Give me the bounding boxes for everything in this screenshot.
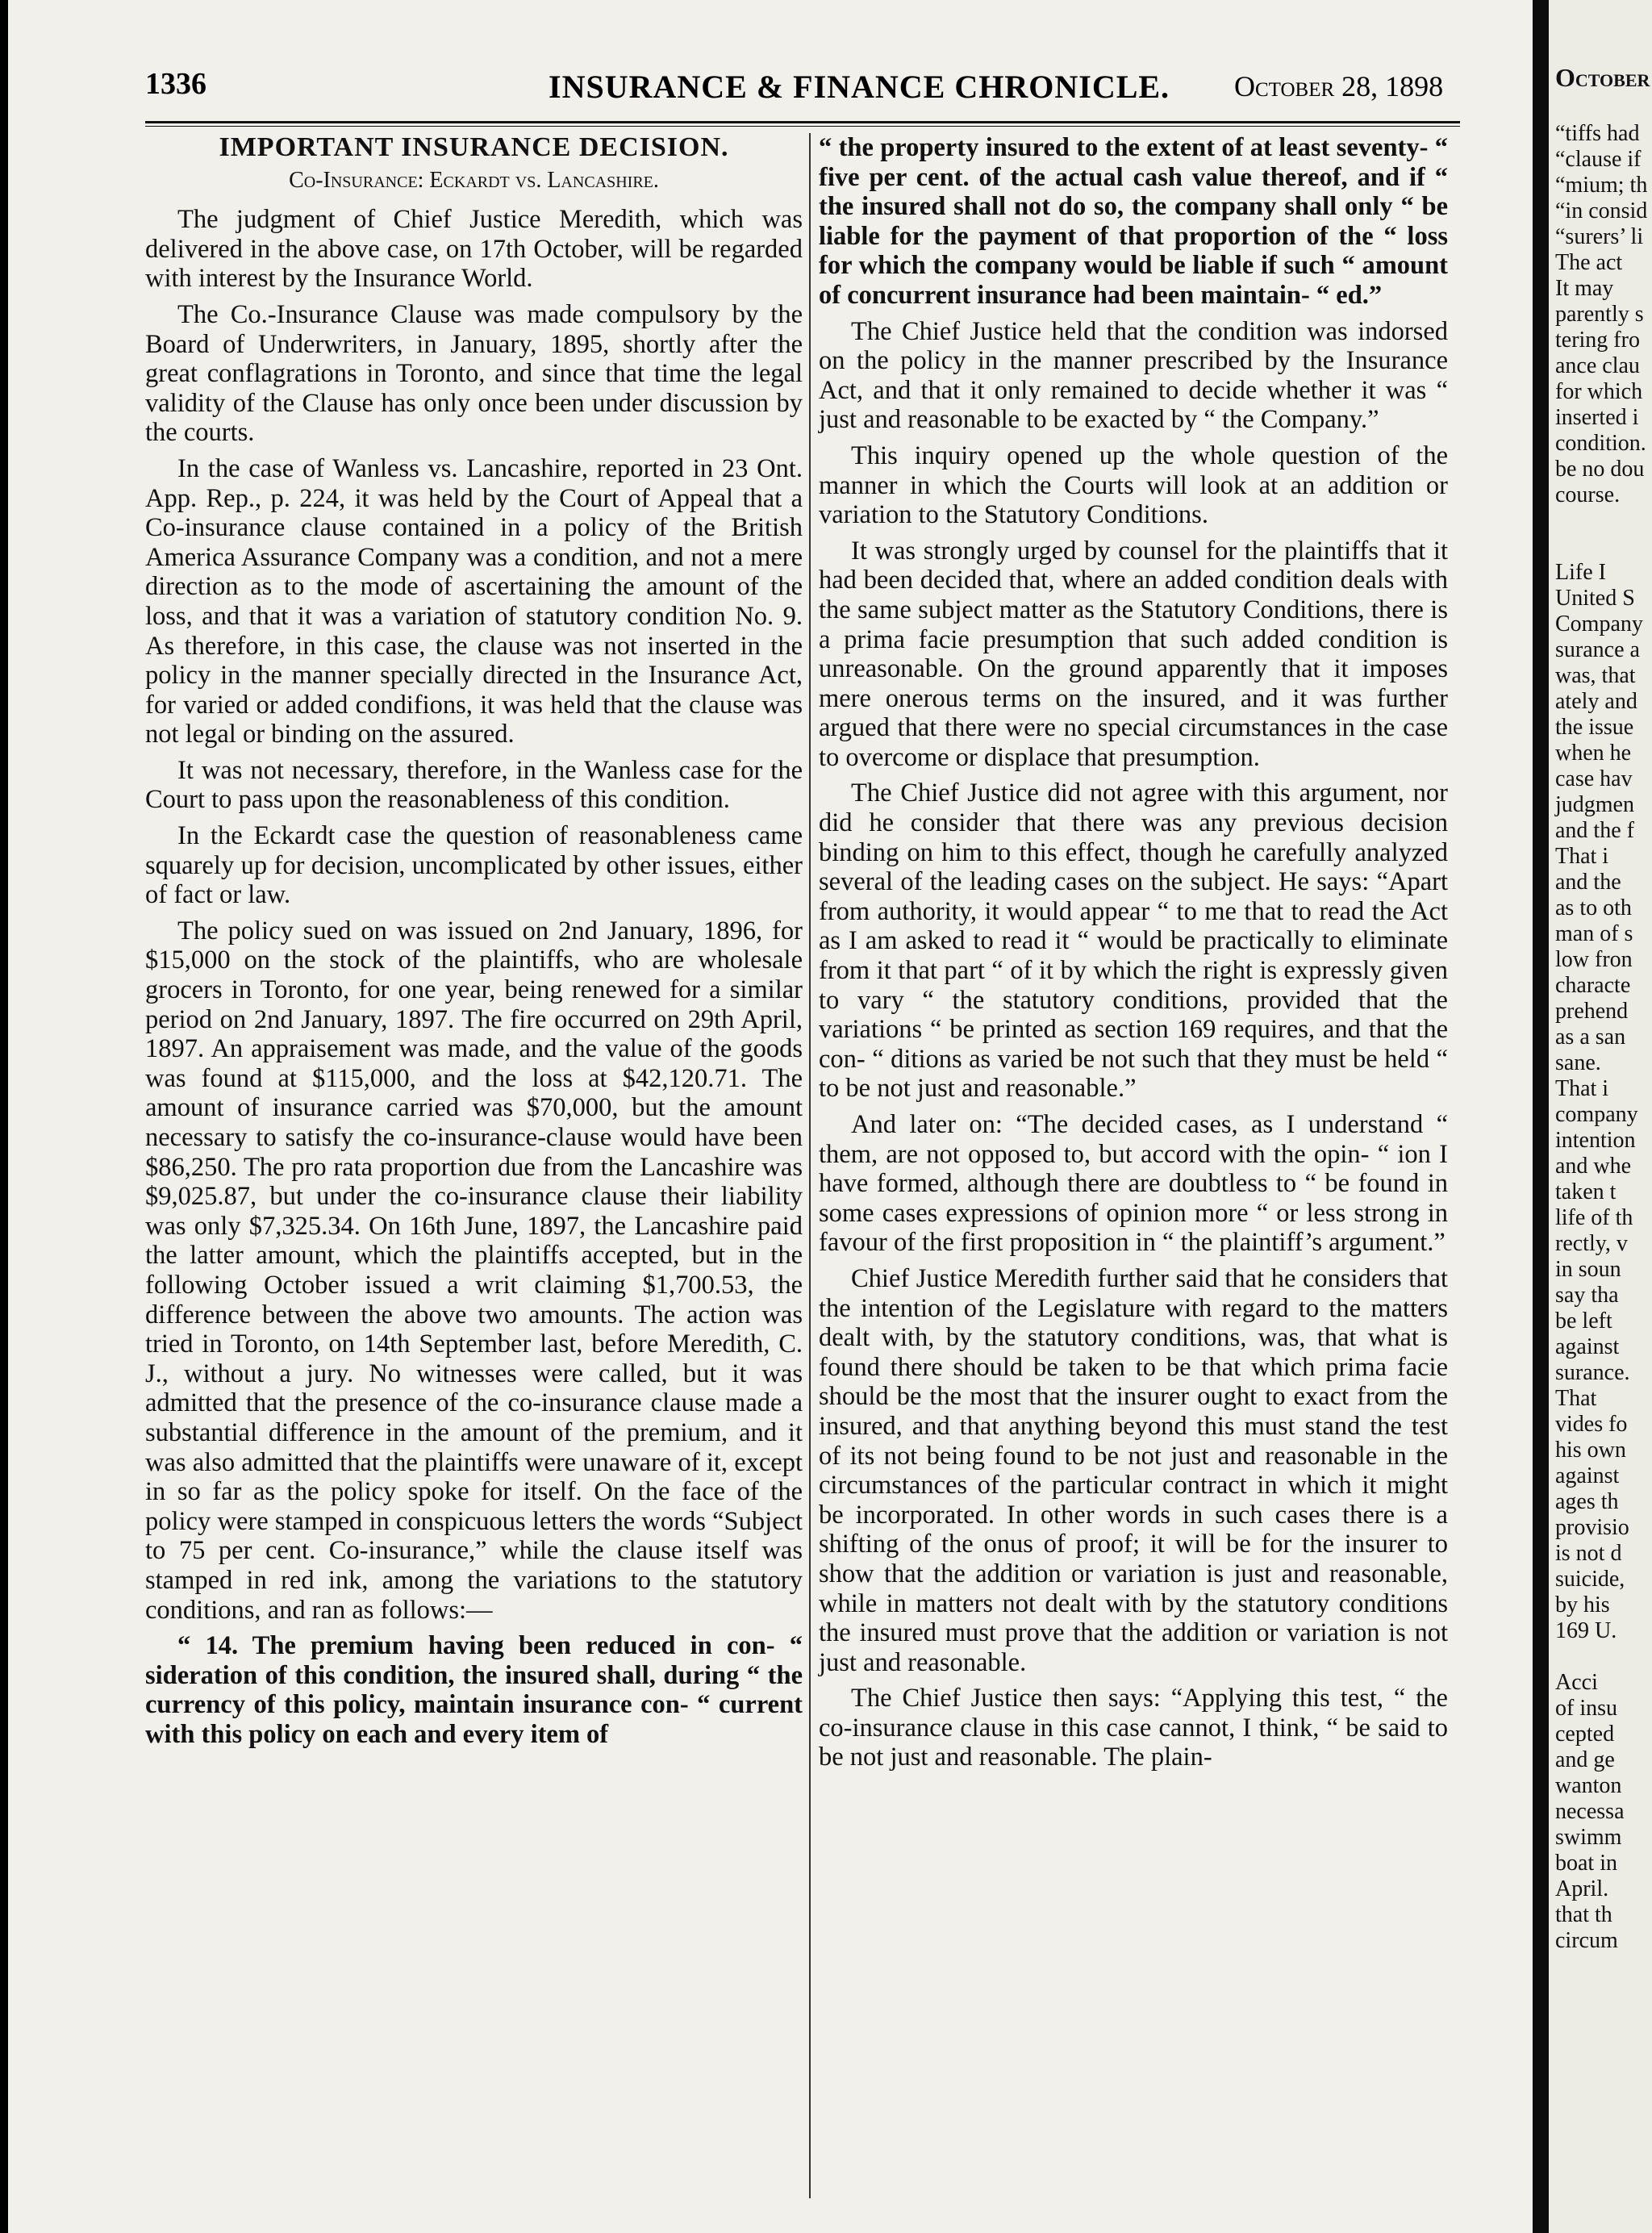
adjacent-page-line: parently s bbox=[1555, 302, 1644, 327]
column-divider bbox=[809, 133, 811, 2198]
issue-date: October 28, 1898 bbox=[1234, 70, 1444, 102]
column-left bbox=[145, 133, 803, 1755]
adjacent-page-line: The act bbox=[1555, 250, 1623, 275]
quoted-condition-continued: “ the property insured to the extent of at least seventy- “ five per cent. of the actual cash value thereof, and if “ the insured shall not do so, the company shall only “ be liable for the payment of that proportion of the “ loss for which the company would be liable if such “ amount of concurrent insurance had been maintain- “ ed.” bbox=[819, 133, 1448, 310]
adjacent-page-line: necessa bbox=[1555, 1799, 1625, 1824]
header-rule-thin bbox=[145, 126, 1460, 127]
adjacent-page-line: judgmen bbox=[1555, 792, 1634, 817]
paragraph: The judgment of Chief Justice Meredith, which was delivered in the above case, on 17th October, will be regarded with interest by the Insurance World. bbox=[145, 205, 803, 294]
book-gutter bbox=[1533, 0, 1549, 2233]
adjacent-page-line: “in consid bbox=[1555, 198, 1648, 223]
paragraph: This inquiry opened up the whole question of the manner in which the Courts will look at an addition or variation to the Statutory Conditions. bbox=[819, 440, 1448, 530]
adjacent-page-line bbox=[1555, 534, 1652, 560]
adjacent-page-line: tering fro bbox=[1555, 328, 1640, 353]
paragraph: The Chief Justice held that the condition was indorsed on the policy in the manner prescribed by the Insurance Act, and that it only remained to decide whether it was “ just and reasonable to be exacted by “ the Company.” bbox=[819, 316, 1448, 435]
adjacent-page-line: April. bbox=[1555, 1876, 1609, 1901]
adjacent-page-line: ance clau bbox=[1555, 353, 1640, 378]
adjacent-page-line: 169 U. bbox=[1555, 1618, 1617, 1643]
adjacent-page-line: is not d bbox=[1555, 1541, 1622, 1566]
adjacent-page-line: characte bbox=[1555, 973, 1631, 998]
adjacent-page-line: when he bbox=[1555, 741, 1632, 766]
page-header bbox=[129, 50, 1525, 106]
adjacent-page-line: Acci bbox=[1555, 1670, 1598, 1695]
column-right bbox=[819, 133, 1448, 1779]
adjacent-page-line: course. bbox=[1555, 482, 1621, 507]
adjacent-page-line: in soun bbox=[1555, 1257, 1621, 1282]
paragraph: It was strongly urged by counsel for the plaintiffs that it had been decided that, where an added condition deals with the same subject matter as the Statutory Conditions, there is a prima facie presumption that such added condition is unreasonable. On the ground apparently that it imposes mere onerous terms on the insured, and it was further argued that there were no special circumstances in the case to overcome or displace that presumption. bbox=[819, 536, 1448, 772]
adjacent-page-line: “clause if bbox=[1555, 147, 1642, 172]
adjacent-page-line: his own bbox=[1555, 1438, 1626, 1463]
adjacent-page-line: condition. bbox=[1555, 431, 1646, 456]
adjacent-page-line: was, that bbox=[1555, 663, 1636, 688]
paragraph: The Chief Justice did not agree with this argument, nor did he consider that there was any previous decision binding on him to this effect, though he carefully analyzed several of the leading cases on the subject. He says: “Apart from authority, it would appear “ to me that to read the Act as I am asked to read it “ would be practically to eliminate from it that part “ of it by which the right is expressly given to vary “ the statutory conditions, provided that the variations “ be printed as section 169 requires, and that the con- “ ditions as varied be not such that they must be held “ to be not just and reasonable.” bbox=[819, 778, 1448, 1104]
paragraph: It was not necessary, therefore, in the Wanless case for the Court to pass upon the reasonableness of this condition. bbox=[145, 755, 803, 815]
adjacent-page-line: “mium; th bbox=[1555, 173, 1648, 198]
adjacent-page-line: that th bbox=[1555, 1902, 1612, 1927]
main-page bbox=[8, 0, 1541, 2233]
adjacent-page-line: and the bbox=[1555, 870, 1621, 895]
paragraph: In the case of Wanless vs. Lancashire, reported in 23 Ont. App. Rep., p. 224, it was held by the Court of Appeal that a Co-insurance clause contained in a policy of the British America Assurance Company was a condition, and not a mere direction as to the mode of ascertaining the amount of the loss, and that it was a variation of statutory condition No. 9. As therefore, in this case, the clause was not inserted in the policy in the manner specially directed in the Insurance Act, for varied or added condifions, it was held that the clause was not legal or binding on the assured. bbox=[145, 453, 803, 749]
adjacent-page-line: surance a bbox=[1555, 637, 1640, 662]
adjacent-page-line: wanton bbox=[1555, 1773, 1622, 1798]
adjacent-page-line: That bbox=[1555, 1386, 1597, 1411]
paragraph: And later on: “The decided cases, as I understand “ them, are not opposed to, but accord with the opin- “ ion I have formed, although there are doubtless to “ be found in some cases expressions of opinion more “ or less strong in favour of the first proposition in “ the plaintiff’s argument.” bbox=[819, 1110, 1448, 1258]
adjacent-page-line: for which bbox=[1555, 379, 1643, 404]
paragraph: In the Eckardt case the question of reasonableness came squarely up for decision, uncomplicated by other issues, either of fact or law. bbox=[145, 821, 803, 910]
adjacent-page-line: the issue bbox=[1555, 715, 1634, 740]
adjacent-page-line: ages th bbox=[1555, 1489, 1619, 1514]
adjacent-page-line: be left bbox=[1555, 1308, 1612, 1334]
adjacent-page-line: inserted i bbox=[1555, 405, 1639, 430]
adjacent-page-line: swimm bbox=[1555, 1825, 1622, 1850]
adjacent-page-line: It may bbox=[1555, 276, 1614, 301]
adjacent-page-line: boat in bbox=[1555, 1851, 1617, 1876]
adjacent-page-line: prehend bbox=[1555, 999, 1629, 1024]
adjacent-page-line: and the f bbox=[1555, 818, 1634, 843]
header-rule bbox=[145, 121, 1460, 123]
adjacent-page-line: say tha bbox=[1555, 1283, 1619, 1308]
adjacent-page-line: provisio bbox=[1555, 1515, 1629, 1540]
adjacent-page bbox=[1549, 0, 1652, 2233]
adjacent-page-line: surance. bbox=[1555, 1360, 1630, 1385]
adjacent-page-line bbox=[1555, 508, 1652, 534]
paragraph: The Co.-Insurance Clause was made compulsory by the Board of Underwriters, in January, 1895, shortly after the great conflagrations in Toronto, and since that time the legal validity of the Clause has only once been under discussion by the courts. bbox=[145, 299, 803, 448]
journal-title: INSURANCE & FINANCE CHRONICLE. bbox=[549, 69, 1170, 105]
adjacent-page-line: That i bbox=[1555, 1076, 1609, 1101]
adjacent-page-line: company bbox=[1555, 1102, 1638, 1127]
adjacent-page-line: case hav bbox=[1555, 766, 1633, 791]
adjacent-page-line: low fron bbox=[1555, 947, 1633, 972]
article-subtitle: Co-Insurance: Eckardt vs. Lancashire. bbox=[289, 167, 659, 193]
adjacent-page-line: taken t bbox=[1555, 1179, 1617, 1204]
adjacent-page-line: Company bbox=[1555, 611, 1643, 637]
adjacent-page-line: suicide, bbox=[1555, 1567, 1625, 1592]
article-title: IMPORTANT INSURANCE DECISION. bbox=[219, 132, 729, 162]
adjacent-page-line: as a san bbox=[1555, 1025, 1626, 1050]
adjacent-page-line: circum bbox=[1555, 1928, 1618, 1953]
adjacent-page-line: against bbox=[1555, 1334, 1620, 1359]
adjacent-page-line: Life I bbox=[1555, 560, 1606, 585]
adjacent-page-line: and whe bbox=[1555, 1154, 1632, 1179]
paragraph: Chief Justice Meredith further said that he considers that the intention of the Legislature with regard to the matters dealt with, by the statutory conditions, was, that what is found there should be taken to be that which prima facie should be the most that the insurer ought to exact from the insured, and that anything beyond this must stand the test of its not being found to be not just and reasonable in the circumstances of the particular contract in which it might be incorporated. In other words in such cases there is a shifting of the onus of proof; it will be for the insurer to show that the addition or variation is just and reasonable, while in matters not dealt with by the statutory conditions the insured must prove that the addition or variation is not just and reasonable. bbox=[819, 1263, 1448, 1677]
adjacent-page-line: intention bbox=[1555, 1128, 1636, 1153]
adjacent-page-line: be no dou bbox=[1555, 457, 1645, 482]
adjacent-page-text bbox=[1555, 121, 1652, 1954]
adjacent-page-line: “tiffs had bbox=[1555, 121, 1640, 146]
adjacent-page-header: October bbox=[1555, 63, 1650, 92]
adjacent-page-line: “surers’ li bbox=[1555, 224, 1644, 249]
adjacent-page-line: ately and bbox=[1555, 689, 1637, 714]
adjacent-page-line: rectly, v bbox=[1555, 1231, 1628, 1256]
adjacent-page-line: of insu bbox=[1555, 1696, 1617, 1721]
adjacent-page-line: against bbox=[1555, 1463, 1620, 1488]
adjacent-page-line bbox=[1555, 1644, 1652, 1670]
page-number: 1336 bbox=[145, 67, 206, 101]
paragraph: The policy sued on was issued on 2nd January, 1896, for $15,000 on the stock of the plaintiffs, who are wholesale grocers in Toronto, for one year, being renewed for a similar period on 2nd January, 1897. The fire occurred on 29th April, 1897. An appraisement was made, and the value of the goods was found at $115,000, and the loss at $42,120.71. The amount of insurance carried was $70,000, but the amount necessary to satisfy the co-insurance-clause would have been $86,250. The pro rata proportion due from the Lancashire was $9,025.87, but under the co-insurance clause their liability was only $7,325.34. On 16th June, 1897, the Lancashire paid the latter amount, which the plaintiffs accepted, but in the following October issued a writ claiming $1,700.53, the difference between the above two amounts. The action was tried in Toronto, on 14th September last, before Meredith, C. J., without a jury. No witnesses were called, but it was admitted that the presence of the co-insurance clause made a substantial difference in the amount of the premium, and it was also admitted that the plaintiffs were unaware of it, except in so far as the policy spoke for itself. On the face of the policy were stamped in conspicuous letters the words “Subject to 75 per cent. Co-insurance,” while the clause itself was stamped in red ink, among the variations to the statutory conditions, and ran as follows:— bbox=[145, 916, 803, 1625]
adjacent-page-line: sane. bbox=[1555, 1050, 1601, 1075]
quoted-condition: “ 14. The premium having been reduced in con- “ sideration of this condition, the insured shall, during “ the currency of this policy, maintain insurance con- “ current with this policy on each and every item of bbox=[145, 1631, 803, 1749]
adjacent-page-line: vides fo bbox=[1555, 1412, 1628, 1437]
adjacent-page-line: and ge bbox=[1555, 1747, 1615, 1772]
adjacent-page-line: cepted bbox=[1555, 1722, 1615, 1747]
paragraph: The Chief Justice then says: “Applying this test, “ the co-insurance clause in this case cannot, I think, “ be said to be not just and reasonable. The plain- bbox=[819, 1684, 1448, 1772]
adjacent-page-line: man of s bbox=[1555, 921, 1633, 946]
adjacent-page-line: That i bbox=[1555, 844, 1609, 869]
adjacent-page-line: life of th bbox=[1555, 1205, 1633, 1230]
adjacent-page-line: by his bbox=[1555, 1592, 1610, 1617]
adjacent-page-line: United S bbox=[1555, 586, 1635, 611]
adjacent-page-line: as to oth bbox=[1555, 895, 1632, 920]
